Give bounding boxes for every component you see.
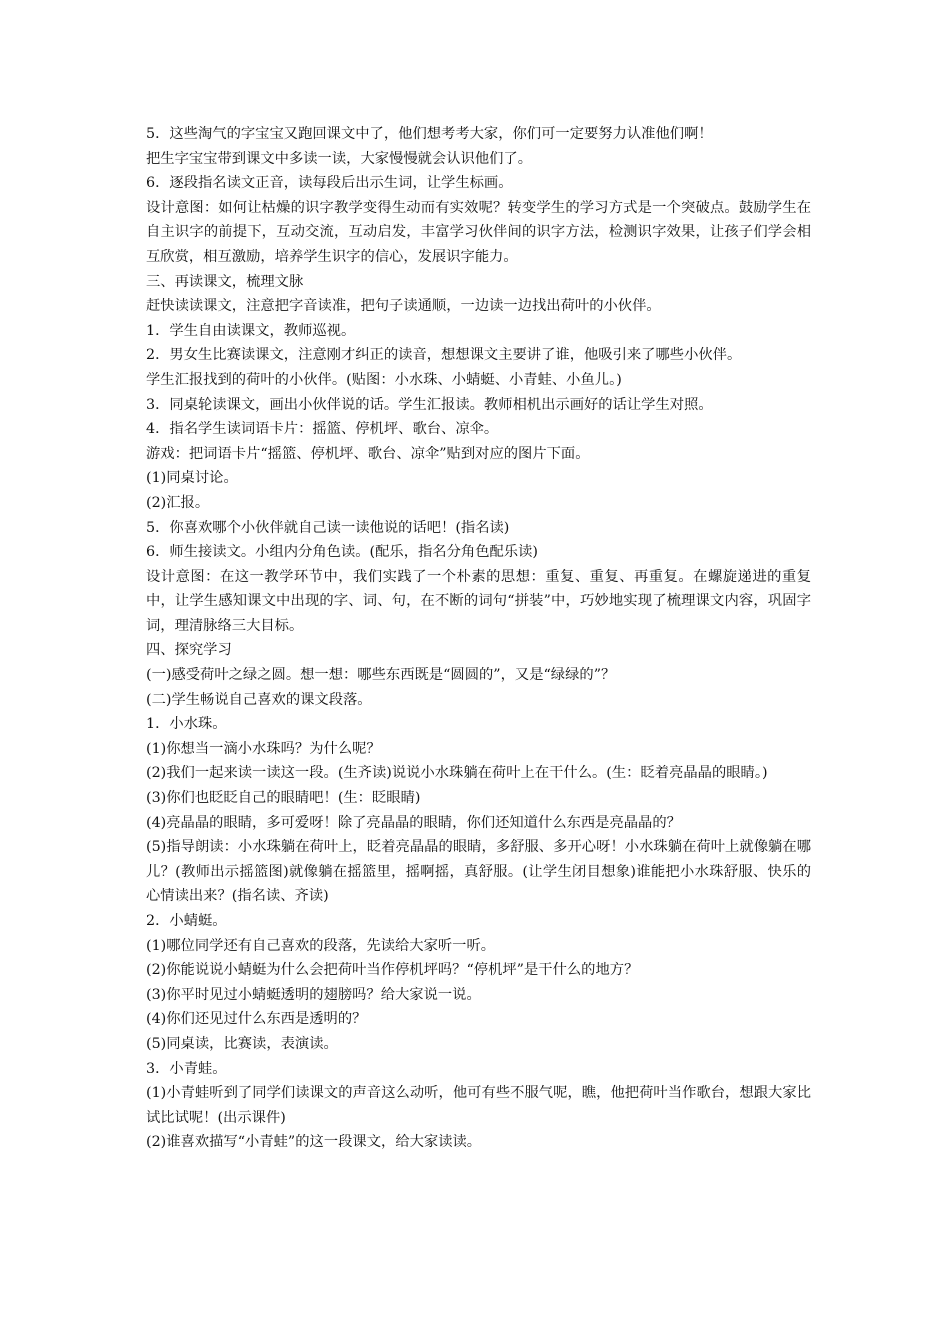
paragraph-dragonfly-q4: (4)你们还见过什么东西是透明的？ [146,1011,367,1028]
paragraph-water-q5: (5)指导朗读：小水珠躺在荷叶上，眨着亮晶晶的眼睛，多舒服、多开心呀！小水珠躺在荷叶上就像躺在哪儿？(教师出示摇篮图)就像躺在摇篮里，摇啊摇，真舒服。(让学生闭目想象)谁能把小水珠舒服、快乐的心情读出来？(指名读、齐读) [146,839,811,905]
paragraph-instruction: 赶快读读课文，注意把字音读准，把句子读通顺，一边读一边找出荷叶的小伙伴。 [146,298,661,315]
paragraph-water-q1: (1)你想当一滴小水珠吗？为什么呢？ [146,740,381,757]
paragraph-dragonfly-q2: (2)你能说说小蜻蜓为什么会把荷叶当作停机坪吗？“停机坪”是干什么的地方？ [146,962,639,979]
section-heading-3: 三、再读课文，梳理文脉 [146,273,304,290]
paragraph-water-q4: (4)亮晶晶的眼睛，多可爱呀！除了亮晶晶的眼睛，你们还知道什么东西是亮晶晶的？ [146,814,681,831]
paragraph-game: 游戏：把词语卡片“摇篮、停机坪、歌台、凉伞”贴到对应的图片下面。 [146,445,590,462]
paragraph-dragonfly-q5: (5)同桌读，比赛读，表演读。 [146,1035,338,1052]
paragraph-step-3: 3．同桌轮读课文，画出小伙伴说的话。学生汇报读。教师相机出示画好的话让学生对照。 [146,396,713,413]
paragraph-item-5: 5．这些淘气的字宝宝又跑回课文中了，他们想考考大家，你们可一定要努力认准他们啊！ [146,126,713,142]
paragraph-step-2: 2．男女生比赛读课文，注意刚才纠正的读音，想想课文主要讲了谁，他吸引来了哪些小伙伴。 [146,347,742,364]
paragraph-sub-1: (1)同桌讨论。 [146,470,238,487]
paragraph-report: 学生汇报找到的荷叶的小伙伴。(贴图：小水珠、小蜻蜓、小青蛙、小鱼儿。) [146,371,622,388]
paragraph-step-4: 4．指名学生读词语卡片：摇篮、停机坪、歌台、凉伞。 [146,421,499,438]
paragraph-step-6: 6．师生接读文。小组内分角色读。(配乐，指名分角色配乐读) [146,544,538,561]
paragraph-water-drop: 1．小水珠。 [146,716,227,733]
paragraph-water-q3: (3)你们也眨眨自己的眼睛吧！(生：眨眼睛) [146,790,421,807]
paragraph-step-1: 1．学生自由读课文，教师巡视。 [146,322,356,339]
paragraph-design-intent-2: 设计意图：在这一教学环节中，我们实践了一个朴素的思想：重复、重复、再重复。在螺旋递进的重复中，让学生感知课文中出现的字、词、句，在不断的词句“拼装”中，巧妙地实现了梳理课文内容，巩固字词，理清脉络三大目标。 [146,568,811,634]
paragraph-part-2: (二)学生畅说自己喜欢的课文段落。 [146,691,372,708]
paragraph-frog-q1: (1)小青蛙听到了同学们读课文的声音这么动听，他可有些不服气呢，瞧，他把荷叶当作歌台，想跟大家比试比试呢！(出示课件) [146,1085,811,1126]
paragraph-dragonfly: 2．小蜻蜓。 [146,913,227,929]
paragraph-frog: 3．小青蛙。 [146,1060,227,1077]
paragraph-dragonfly-q3: (3)你平时见过小蜻蜓透明的翅膀吗？给大家说一说。 [146,986,481,1003]
paragraph-water-q2: (2)我们一起来读一读这一段。(生齐读)说说小水珠躺在荷叶上在干什么。(生：眨着亮晶晶的眼睛。) [146,765,768,782]
paragraph-step-5: 5．你喜欢哪个小伙伴就自己读一读他说的话吧！(指名读) [146,519,510,536]
paragraph-item-6: 6．逐段指名读文正音，读每段后出示生词，让学生标画。 [146,175,513,192]
document-body [146,122,811,1155]
section-heading-4: 四、探究学习 [146,642,232,659]
paragraph-sub-2: (2)汇报。 [146,494,210,511]
paragraph-frog-q2: (2)谁喜欢描写“小青蛙”的这一段课文，给大家读读。 [146,1134,482,1151]
paragraph-part-1: (一)感受荷叶之绿之圆。想一想：哪些东西既是“圆圆的”，又是“绿绿的”？ [146,667,616,684]
paragraph-design-intent-1: 设计意图：如何让枯燥的识字教学变得生动而有实效呢？转变学生的学习方式是一个突破点。鼓励学生在自主识字的前提下，互动交流，互动启发，丰富学习伙伴间的识字方法，检测识字效果，让孩子们学会相互欣赏，相互激励，培养学生识字的信心，发展识字能力。 [146,199,811,265]
paragraph-dragonfly-q1: (1)哪位同学还有自己喜欢的段落，先读给大家听一听。 [146,937,496,954]
paragraph-bring-words: 把生字宝宝带到课文中多读一读，大家慢慢就会认识他们了。 [146,150,533,167]
